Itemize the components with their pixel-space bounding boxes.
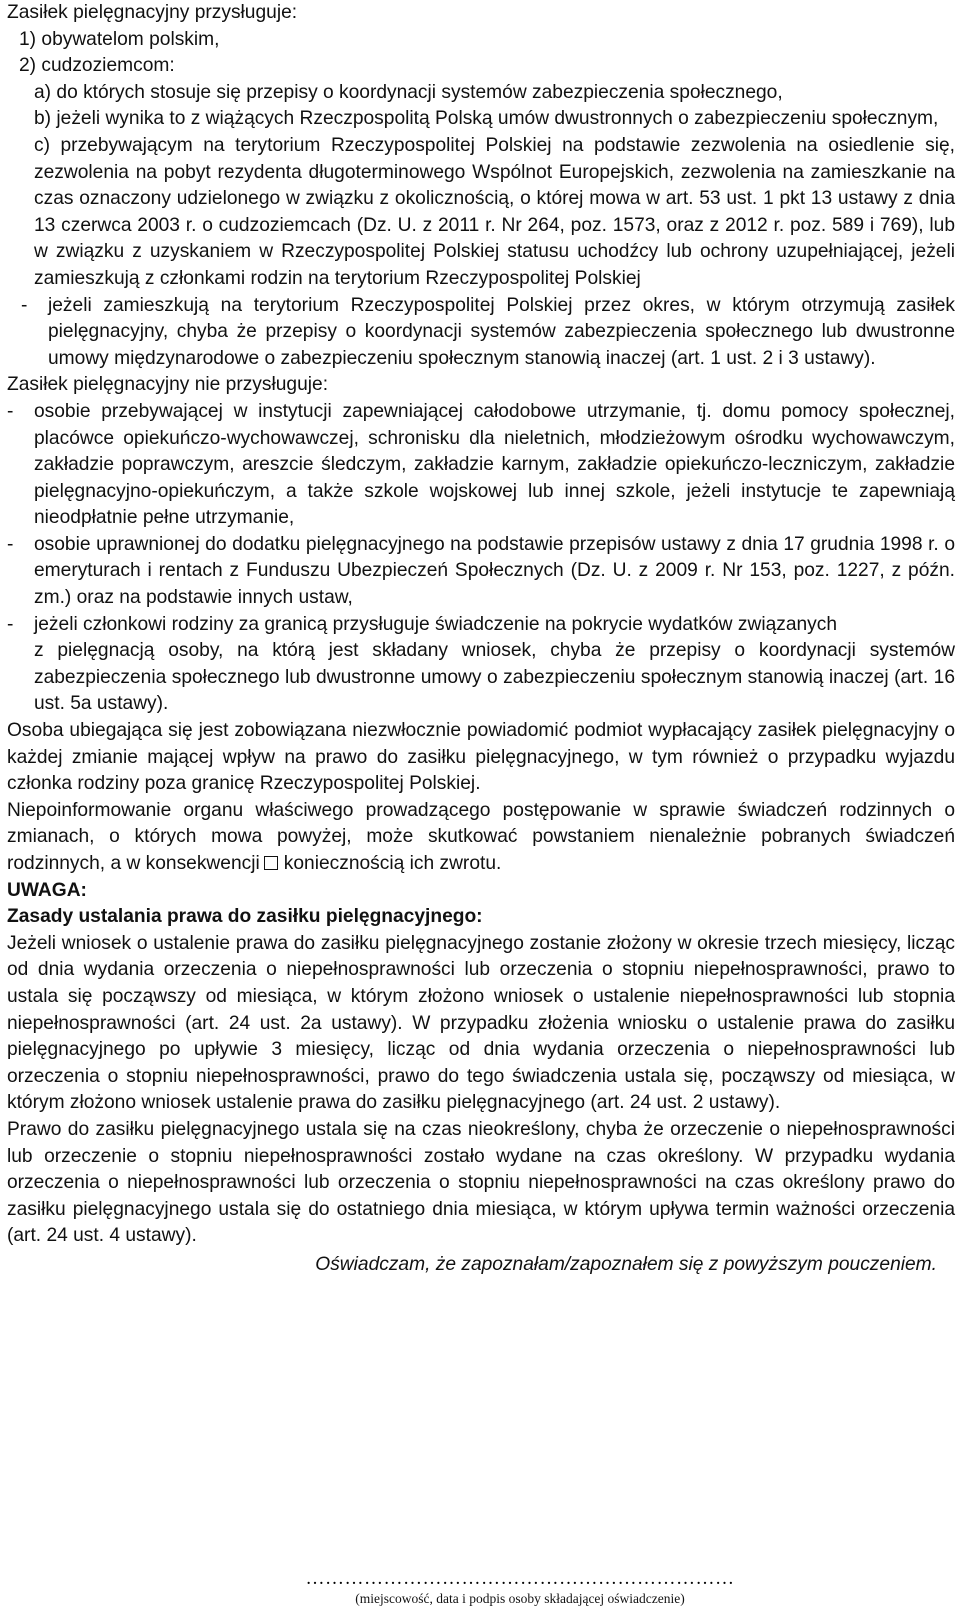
- checkbox-icon: [264, 856, 278, 870]
- rules-paragraph-1: Jeżeli wniosek o ustalenie prawa do zasiłku pielęgnacyjnego zostanie złożony w okresie trzech miesięcy, licząc od dnia wydania orzeczenia o niepełnosprawności lub orzeczenia o stopniu niepełnosprawności, prawo to ustala się począwszy od miesiąca, w którym złożono wniosek o ustalenie niepełnosprawności lub stopnia niepełnosprawności (art. 24 ust. 2a ustawy). W przypadku złożenia wniosku o ustalenie prawa do zasiłku pielęgnacyjnego po upływie 3 miesięcy, licząc od dnia wydania orzeczenia o niepełnosprawności lub orzeczenia o stopniu niepełnosprawności, prawo do tego świadczenia ustala się, począwszy od miesiąca, w którym złożono wniosek ustalenie prawa do zasiłku pielęgnacyjnego (art. 24 ust. 2 ustawy).: [7, 932, 955, 1114]
- rules-paragraph-2: Prawo do zasiłku pielęgnacyjnego ustala się na czas nieokreślony, chyba że orzeczenie o niepełnosprawności lub orzeczenie o stopniu niepełnosprawności zostało wydane na czas określony. W przypadku wydania orzeczenia o niepełnosprawności lub orzeczenia o stopniu niepełnosprawności na czas określony prawo do zasiłku pielęgnacyjnego ustala się do ostatniego dnia miesiąca, w którym upływa termin ważności orzeczenia (art. 24 ust. 4 ustawy).: [7, 1118, 955, 1247]
- dash-marker: -: [7, 400, 14, 422]
- declaration-statement: Oświadczam, że zapoznałam/zapoznałem się z powyższym pouczeniem.: [315, 1253, 937, 1275]
- section1-item-2a: a) do których stosuje się przepisy o koordynacji systemów zabezpieczenia społecznego,: [34, 81, 783, 103]
- section1-item-1: 1) obywatelom polskim,: [19, 28, 220, 50]
- notice-consequences-end: koniecznością ich zwrotu.: [283, 853, 502, 874]
- section2-item: [7, 612, 955, 718]
- section1-condition: [7, 293, 955, 373]
- section1-heading: Zasiłek pielęgnacyjny przysługuje:: [7, 2, 298, 23]
- section2-item-3b: z pielęgnacją osoby, na którą jest składany wniosek, chyba że przepisy o koordynacji systemów zabezpieczenia społecznego lub dwustronne umowy o zabezpieczeniu społecznym stanowią inaczej (art. 16 ust. 5a ustawy).: [34, 640, 955, 715]
- section1-item-2b: b) jeżeli wynika to z wiążących Rzeczpospolitą Polską umów dwustronnych o zabezpieczeniu społecznym,: [34, 108, 939, 130]
- section2-item-1-text: osobie przebywającej w instytucji zapewniającej całodobowe utrzymanie, tj. domu pomocy społecznej, placówce opiekuńczo-wychowawczej, schronisku dla nieletnich, młodzieżowym ośrodku wychowawczym, zakładzie poprawczym, areszcie śledczym, zakładzie karnym, zakładzie opiekuńczo-leczniczym, zakładzie pielęgnacyjno-opiekuńczym, a także szkole wojskowej lub innej szkole, jeżeli instytucje te zapewniają nieodpłatnie pełne utrzymanie,: [34, 400, 955, 529]
- notice-change-reporting: Osoba ubiegająca się jest zobowiązana niezwłocznie powiadomić podmiot wypłacający zasiłek pielęgnacyjny o każdej zmianie mającej wpływ na prawo do zasiłku pielęgnacyjnego, w tym również o przypadku wyjazdu członka rodziny poza granicę Rzeczypospolitej Polskiej.: [7, 720, 955, 795]
- notice-consequences-text: Niepoinformowanie organu właściwego prowadzącego postępowanie w sprawie świadczeń rodzinnych o zmianach, o których mowa powyżej, może skutkować powstaniem nienależnie pobranych świadczeń rodzinnych, a w konsekwencji: [7, 799, 955, 874]
- section1-item-2: 2) cudzoziemcom:: [19, 55, 175, 77]
- notice-consequences: [7, 798, 955, 878]
- section2-item: [7, 399, 955, 532]
- rules-heading: Zasady ustalania prawa do zasiłku pielęgnacyjnego:: [7, 906, 483, 928]
- dash-marker: -: [21, 294, 28, 316]
- section2-item-3a: jeżeli członkowi rodziny za granicą przysługuje świadczenie na pokrycie wydatków związanych: [34, 613, 838, 635]
- dash-marker: -: [7, 533, 14, 555]
- section1-condition-text: jeżeli zamieszkują na terytorium Rzeczypospolitej Polskiej przez okres, w którym otrzymują zasiłek pielęgnacyjny, chyba że przepisy o koordynacji systemów zabezpieczenia społecznego lub dwustronne umowy międzynarodowe o zabezpieczeniu społecznym stanowią inaczej (art. 1 ust. 2 i 3 ustawy).: [48, 294, 955, 369]
- dash-marker: -: [7, 613, 14, 635]
- section2-heading: Zasiłek pielęgnacyjny nie przysługuje:: [7, 374, 329, 396]
- signature-caption: (miejscowość, data i podpis osoby składającej oświadczenie): [355, 1591, 685, 1606]
- document-page: [7, 0, 955, 1279]
- signature-block: [290, 1568, 750, 1608]
- section1-item-2c: c) przebywającym na terytorium Rzeczypospolitej Polskiej na podstawie zezwolenia na osiedlenie się, zezwolenia na pobyt rezydenta długoterminowego Wspólnot Europejskich, zezwolenia na zamieszkanie na czas oznaczony udzielonego w związku z okolicznością, o której mowa w art. 53 ust. 1 pkt 13 ustawy z dnia 13 czerwca 2003 r. o cudzoziemcach (Dz. U. z 2011 r. Nr 264, poz. 1573, oraz z 2012 r. poz. 589 i 769), lub w związku z uzyskaniem w Rzeczypospolitej Polskiej statusu uchodźcy lub ochrony uzupełniającej, jeżeli zamieszkują z członkami rodzin na terytorium Rzeczypospolitej Polskiej: [34, 134, 955, 289]
- section2-item-2-text: osobie uprawnionej do dodatku pielęgnacyjnego na podstawie przepisów ustawy z dnia 17 grudnia 1998 r. o emeryturach i rentach z Funduszu Ubezpieczeń Społecznych (Dz. U. z 2009 r. Nr 153, poz. 1227, z późn. zm.) oraz na podstawie innych ustaw,: [34, 533, 955, 609]
- signature-line: …………………………………………………………: [305, 1568, 735, 1589]
- uwaga-label: UWAGA:: [7, 879, 87, 901]
- section2-item-3-text: [34, 612, 955, 718]
- section2-item: [7, 532, 955, 612]
